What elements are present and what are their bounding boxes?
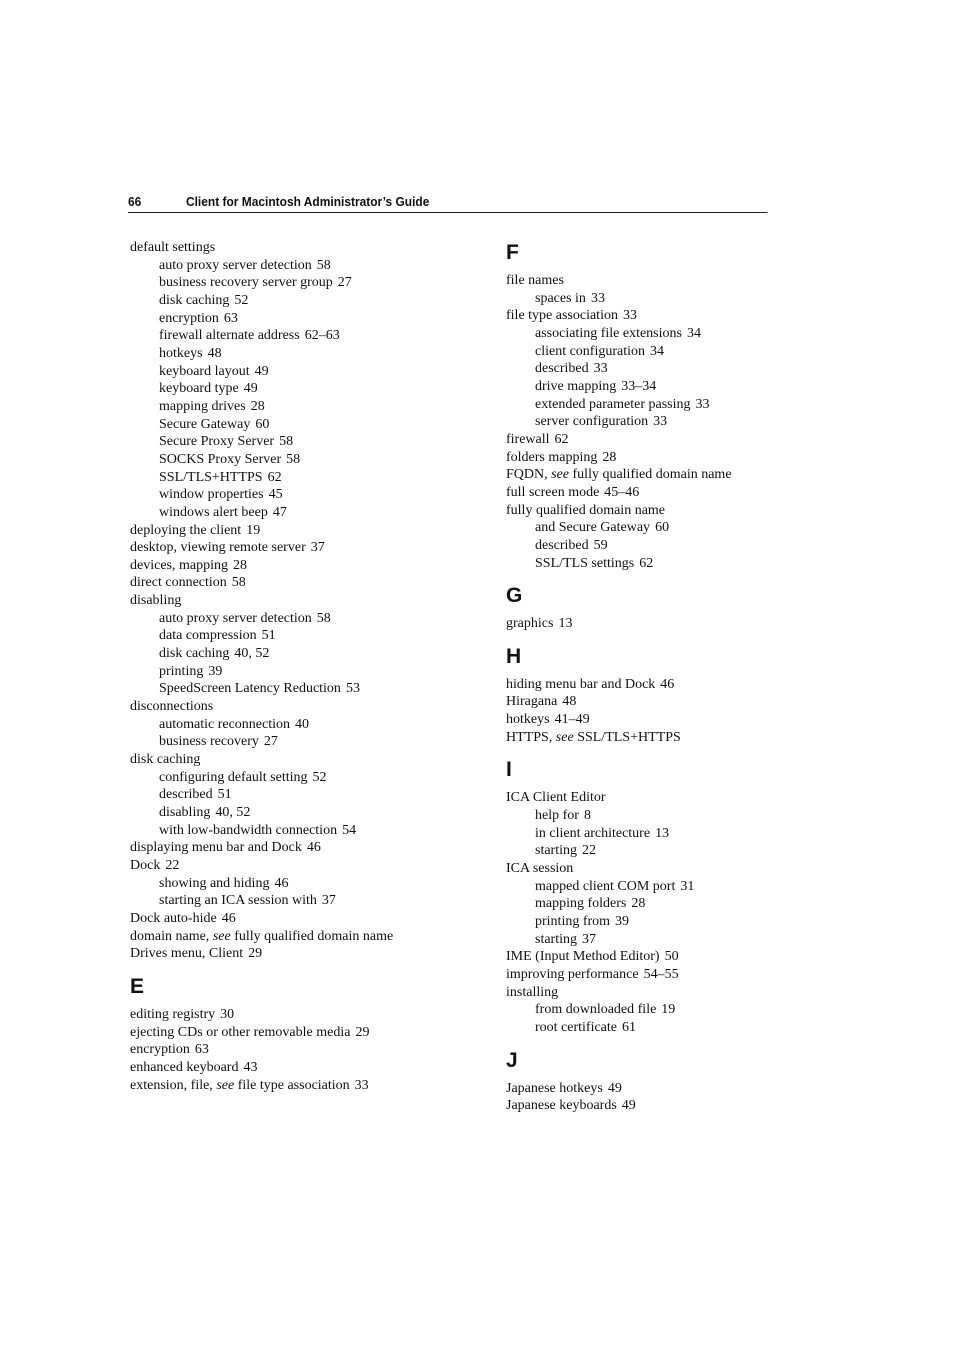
see-target: SSL/TLS+HTTPS <box>577 729 681 745</box>
entry-term: in client architecture <box>535 825 651 841</box>
see-target: fully qualified domain name <box>234 928 394 944</box>
see-target: fully qualified domain name <box>572 467 732 483</box>
entry-term: starting an ICA session with <box>159 893 317 909</box>
entry-term: firewall <box>506 431 550 447</box>
book-title: Client for Macintosh Administrator’s Guide <box>185 194 430 209</box>
entry-term: help for <box>535 808 579 824</box>
index-entry <box>130 1006 450 1024</box>
index-entry <box>130 1041 450 1059</box>
page-reference: 48 <box>562 694 577 710</box>
index-subentry <box>130 310 450 328</box>
index-entry <box>506 431 826 449</box>
entry-term: deploying the client <box>130 522 242 538</box>
page-reference: 62 <box>554 431 569 447</box>
index-entry <box>506 984 826 1002</box>
index-entry <box>130 1077 450 1095</box>
index-subentry <box>506 343 826 361</box>
page-reference: 58 <box>316 610 331 626</box>
page-reference: 53 <box>345 681 360 697</box>
entry-term: FQDN, <box>506 467 548 483</box>
entry-term: keyboard layout <box>159 363 250 379</box>
index-subentry <box>506 413 826 431</box>
entry-term: firewall alternate address <box>159 328 300 344</box>
index-subentry <box>130 733 450 751</box>
index-subentry <box>506 378 826 396</box>
index-entry <box>506 502 826 520</box>
page-reference: 40, 52 <box>234 646 270 662</box>
page-reference: 52 <box>234 292 249 308</box>
page-reference: 37 <box>310 540 325 556</box>
entry-term: associating file extensions <box>535 325 682 341</box>
page-reference: 61 <box>622 1019 637 1035</box>
running-header <box>128 192 767 213</box>
index-entry <box>506 307 826 325</box>
entry-term: direct connection <box>130 575 227 591</box>
page-reference: 50 <box>664 949 679 965</box>
index-entry <box>506 860 826 878</box>
index-entry <box>506 948 826 966</box>
entry-term: fully qualified domain name <box>506 502 666 518</box>
page-reference: 46 <box>221 910 236 926</box>
index-subentry <box>130 804 450 822</box>
entry-term: default settings <box>130 240 216 255</box>
page-reference: 19 <box>246 522 261 538</box>
index-entry <box>130 857 450 875</box>
page-reference: 8 <box>583 808 591 824</box>
entry-term: encryption <box>130 1042 190 1058</box>
entry-term: showing and hiding <box>159 875 270 891</box>
index-letter-heading: J <box>506 1048 518 1072</box>
index-subentry <box>506 825 826 843</box>
index-entry <box>506 789 826 807</box>
page-reference: 29 <box>248 946 263 962</box>
entry-term: described <box>535 537 589 553</box>
page-reference: 46 <box>274 875 289 891</box>
page-reference: 58 <box>286 451 301 467</box>
entry-term: data compression <box>159 628 257 644</box>
index-entry <box>506 1080 826 1098</box>
entry-term: installing <box>506 984 559 1000</box>
entry-term: devices, mapping <box>130 557 228 573</box>
page-reference: 31 <box>680 878 695 894</box>
entry-term: disabling <box>130 593 182 609</box>
entry-term: encryption <box>159 310 219 326</box>
index-entry <box>130 910 450 928</box>
entry-term: business recovery server group <box>159 275 333 291</box>
page-reference: 46 <box>306 840 321 856</box>
index-column-left <box>130 239 450 1094</box>
entry-term: mapped client COM port <box>535 878 676 894</box>
entry-term: improving performance <box>506 967 639 982</box>
entry-term: disk caching <box>159 646 230 662</box>
index-subentry <box>130 786 450 804</box>
entry-term: domain name, <box>130 928 210 944</box>
page-reference: 39 <box>615 914 630 930</box>
entry-term: disk caching <box>130 752 201 768</box>
page-reference: 22 <box>582 843 596 859</box>
page-reference: 43 <box>243 1059 258 1075</box>
page-reference: 62–63 <box>304 328 340 344</box>
index-subentry <box>506 895 826 913</box>
index-subentry <box>506 931 826 949</box>
index-entry <box>506 1097 826 1115</box>
page-reference: 13 <box>558 616 573 632</box>
page-reference: 30 <box>220 1006 235 1022</box>
page-reference: 28 <box>602 449 617 465</box>
entry-term: hotkeys <box>159 345 203 361</box>
entry-term: SOCKS Proxy Server <box>159 451 282 467</box>
page-reference: 51 <box>261 628 276 644</box>
entry-term: SpeedScreen Latency Reduction <box>159 681 341 697</box>
page-reference: 54–55 <box>643 967 679 982</box>
index-letter-heading: G <box>506 584 523 608</box>
entry-term: Secure Proxy Server <box>159 434 275 450</box>
index-entry <box>130 928 450 946</box>
index-letter-heading: H <box>506 644 522 668</box>
index-subentry <box>130 257 450 275</box>
page-reference: 63 <box>223 310 238 326</box>
page-reference: 40 <box>295 716 309 732</box>
see-reference: see <box>551 467 570 483</box>
index-subentry <box>506 1001 826 1019</box>
entry-term: Japanese keyboards <box>506 1098 617 1114</box>
entry-term: keyboard type <box>159 381 239 397</box>
page-reference: 34 <box>686 325 701 341</box>
entry-term: described <box>535 361 589 377</box>
page-reference: 33 <box>622 308 637 324</box>
index-subentry <box>130 663 450 681</box>
page-reference: 49 <box>621 1098 636 1114</box>
entry-term: SSL/TLS settings <box>535 555 635 571</box>
entry-term: disconnections <box>130 699 214 715</box>
page-reference: 58 <box>231 575 246 591</box>
page-reference: 37 <box>321 893 336 909</box>
see-target: file type association <box>237 1077 350 1093</box>
index-entry <box>130 557 450 575</box>
page-reference: 29 <box>355 1024 370 1040</box>
page-reference: 58 <box>279 434 294 450</box>
entry-term: Hiragana <box>506 694 558 710</box>
page-reference: 13 <box>655 825 670 841</box>
index-entry <box>506 484 826 502</box>
page-reference: 49 <box>254 363 269 379</box>
index-subentry <box>506 537 826 555</box>
page-reference: 58 <box>316 257 331 273</box>
index-entry <box>130 698 450 716</box>
index-entry <box>506 449 826 467</box>
entry-term: hotkeys <box>506 712 550 728</box>
page-reference: 40, 52 <box>215 805 251 820</box>
page-reference: 49 <box>243 381 258 397</box>
index-entry <box>130 1059 450 1077</box>
index-entry <box>506 966 826 984</box>
index-subentry <box>506 555 826 573</box>
entry-term: Dock <box>130 857 161 873</box>
index-subentry <box>506 325 826 343</box>
see-reference: see <box>216 1077 235 1093</box>
index-entry <box>130 839 450 857</box>
entry-term: configuring default setting <box>159 769 308 785</box>
entry-term: auto proxy server detection <box>159 257 312 273</box>
index-entry <box>506 711 826 729</box>
index-subentry <box>130 892 450 910</box>
index-subentry <box>506 396 826 414</box>
index-letter-heading: E <box>130 974 145 998</box>
index-subentry <box>506 290 826 308</box>
page-reference: 45–46 <box>604 484 640 500</box>
entry-term: spaces in <box>535 290 586 306</box>
page-reference: 62 <box>267 469 282 485</box>
entry-term: described <box>159 787 213 803</box>
index-entry <box>506 615 826 633</box>
entry-term: hiding menu bar and Dock <box>506 676 656 692</box>
entry-term: mapping folders <box>535 896 627 912</box>
page-reference: 37 <box>582 931 596 947</box>
entry-term: business recovery <box>159 734 259 750</box>
index-letter-heading: F <box>506 241 519 264</box>
entry-term: auto proxy server detection <box>159 610 312 626</box>
page-reference: 51 <box>217 787 232 803</box>
entry-term: desktop, viewing remote server <box>130 540 306 556</box>
entry-term: drive mapping <box>535 378 617 394</box>
index-subentry <box>506 842 826 860</box>
index-subentry <box>130 433 450 451</box>
index-subentry <box>506 807 826 825</box>
entry-term: IME (Input Method Editor) <box>506 949 660 965</box>
page-reference: 60 <box>255 416 270 432</box>
page-reference: 54 <box>342 822 357 838</box>
entry-term: file type association <box>506 308 618 324</box>
index-letter-heading: I <box>506 758 512 782</box>
index-section <box>506 1080 826 1115</box>
index-subentry <box>130 327 450 345</box>
index-column-right <box>506 239 826 1115</box>
index-subentry <box>130 345 450 363</box>
index-subentry <box>130 875 450 893</box>
entry-term: client configuration <box>535 343 646 359</box>
page-reference: 33–34 <box>621 378 657 394</box>
entry-term: Dock auto-hide <box>130 910 217 926</box>
index-subentry <box>130 680 450 698</box>
page-reference: 28 <box>232 557 247 573</box>
entry-term: starting <box>535 843 577 859</box>
entry-term: ejecting CDs or other removable media <box>130 1024 351 1040</box>
index-entry <box>130 539 450 557</box>
entry-term: disabling <box>159 805 211 820</box>
entry-term: editing registry <box>130 1006 216 1022</box>
entry-term: disk caching <box>159 292 230 308</box>
entry-term: starting <box>535 931 577 947</box>
page-reference: 34 <box>650 343 665 359</box>
page-reference: 28 <box>250 398 265 414</box>
entry-term: window properties <box>159 487 264 503</box>
index-subentry <box>506 519 826 537</box>
index-entry <box>130 522 450 540</box>
entry-term: ICA Client Editor <box>506 790 606 806</box>
index-section <box>506 676 826 747</box>
index-subentry <box>130 610 450 628</box>
entry-term: displaying menu bar and Dock <box>130 840 302 856</box>
page-reference: 60 <box>655 520 670 536</box>
index-subentry <box>130 451 450 469</box>
entry-term: server configuration <box>535 414 649 430</box>
index-subentry <box>130 398 450 416</box>
page-reference: 39 <box>208 663 223 679</box>
entry-term: ICA session <box>506 861 574 877</box>
entry-term: windows alert beep <box>159 504 268 520</box>
entry-term: HTTPS, <box>506 729 553 745</box>
index-subentry <box>130 380 450 398</box>
page-reference: 27 <box>263 734 278 750</box>
entry-term: graphics <box>506 616 554 632</box>
index-subentry <box>130 769 450 787</box>
page-reference: 19 <box>661 1002 676 1018</box>
entry-term: extension, file, <box>130 1077 213 1093</box>
index-subentry <box>130 363 450 381</box>
index-entry <box>130 592 450 610</box>
index-entry <box>506 729 826 747</box>
entry-term: Secure Gateway <box>159 416 251 432</box>
page-number: 66 <box>128 194 142 209</box>
index-section <box>506 272 826 572</box>
entry-term: printing from <box>535 914 611 930</box>
index-entry <box>130 1024 450 1042</box>
index-section-e <box>130 1006 450 1094</box>
entry-term: mapping drives <box>159 398 246 414</box>
index-entry <box>130 945 450 963</box>
index-entry <box>506 466 826 484</box>
entry-term: SSL/TLS+HTTPS <box>159 469 263 485</box>
index-section-d <box>130 239 450 963</box>
page-reference: 33 <box>593 361 608 377</box>
index-section <box>506 615 826 633</box>
page-reference: 52 <box>312 769 327 785</box>
page-reference: 48 <box>207 345 222 361</box>
entry-term: with low-bandwidth connection <box>159 822 338 838</box>
index-subentry <box>130 627 450 645</box>
index-subentry <box>506 1019 826 1037</box>
see-reference: see <box>555 729 574 745</box>
index-subentry <box>130 645 450 663</box>
page-reference: 45 <box>268 487 283 503</box>
entry-term: enhanced keyboard <box>130 1059 239 1075</box>
page-reference: 33 <box>695 396 710 412</box>
index-subentry <box>130 416 450 434</box>
index-subentry <box>130 274 450 292</box>
page-reference: 49 <box>607 1080 622 1096</box>
entry-term: Drives menu, Client <box>130 946 244 962</box>
entry-term: folders mapping <box>506 449 598 465</box>
index-subentry <box>130 716 450 734</box>
index-subentry <box>130 469 450 487</box>
entry-term: extended parameter passing <box>535 396 691 412</box>
entry-term: automatic reconnection <box>159 716 290 732</box>
page-reference: 62 <box>639 555 654 571</box>
page-reference: 33 <box>354 1077 369 1093</box>
page-reference: 41–49 <box>554 712 590 728</box>
index-subentry <box>506 913 826 931</box>
page-reference: 22 <box>165 857 180 873</box>
page-reference: 59 <box>593 537 608 553</box>
index-subentry <box>506 878 826 896</box>
see-reference: see <box>212 928 231 944</box>
entry-term: file names <box>506 273 564 288</box>
index-entry <box>506 676 826 694</box>
page-reference: 28 <box>631 896 646 912</box>
page-reference: 33 <box>653 414 668 430</box>
index-entry <box>506 693 826 711</box>
entry-term: and Secure Gateway <box>535 520 651 536</box>
page-reference: 47 <box>272 504 287 520</box>
entry-term: printing <box>159 663 204 679</box>
index-entry <box>130 751 450 769</box>
entry-term: Japanese hotkeys <box>506 1080 603 1096</box>
index-entry <box>506 272 826 290</box>
index-subentry <box>506 360 826 378</box>
index-subentry <box>130 504 450 522</box>
page-reference: 63 <box>194 1042 209 1058</box>
index-subentry <box>130 822 450 840</box>
index-entry <box>130 574 450 592</box>
entry-term: root certificate <box>535 1019 618 1035</box>
index-entry <box>130 239 450 257</box>
index-subentry <box>130 292 450 310</box>
page-reference: 27 <box>337 275 352 291</box>
index-subentry <box>130 486 450 504</box>
page-reference: 46 <box>660 676 675 692</box>
index-section <box>506 789 826 1036</box>
entry-term: from downloaded file <box>535 1002 657 1018</box>
entry-term: full screen mode <box>506 484 600 500</box>
page-reference: 33 <box>590 290 605 306</box>
